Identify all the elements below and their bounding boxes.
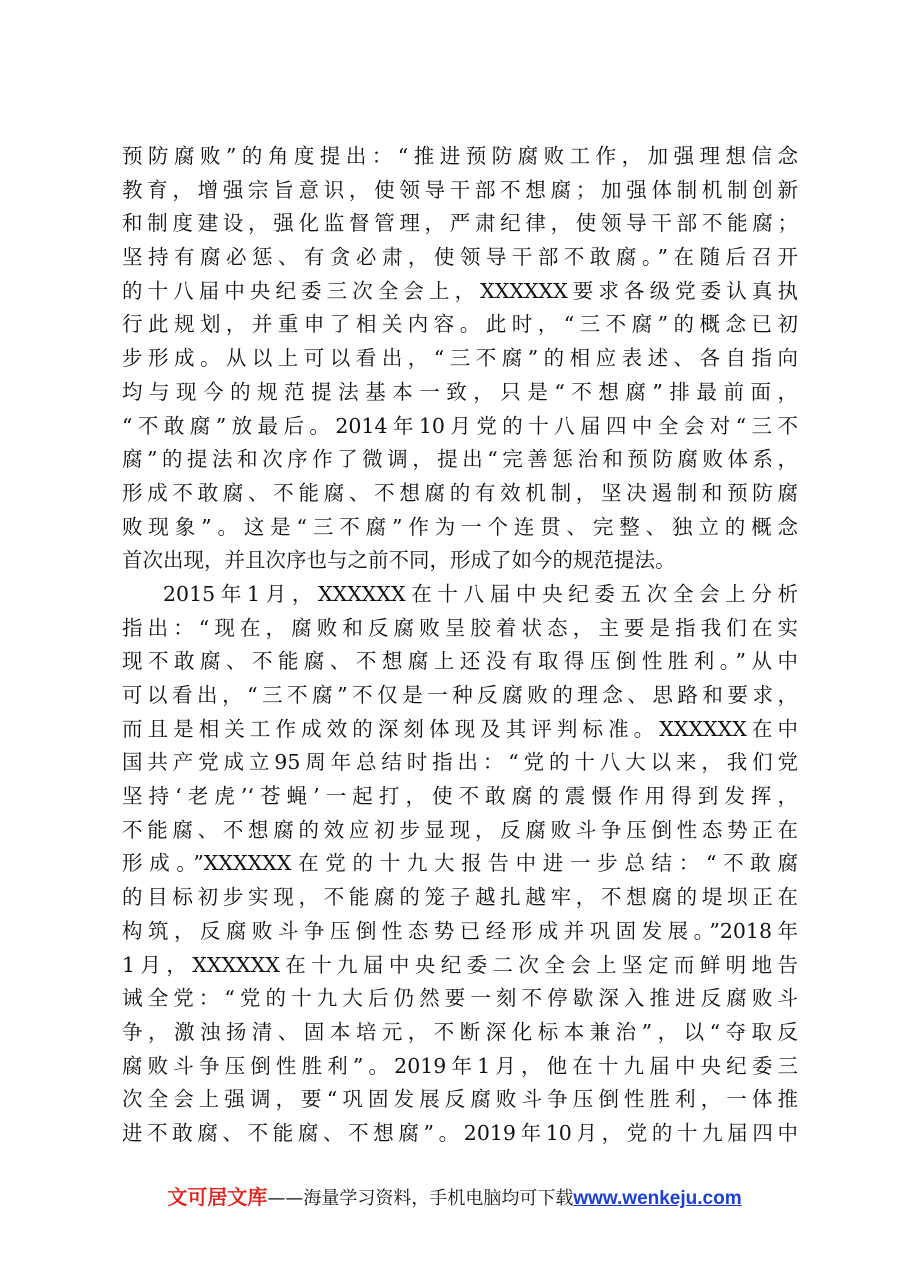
text-line: 构筑，反腐败斗争压倒性态势已经形成并巩固发展。”2018年 — [122, 918, 798, 943]
text-line: 坚持有腐必惩、有贪必肃，使领导干部不敢腐。”在随后召开 — [122, 245, 798, 270]
website-link[interactable]: www.wenkeju.com — [573, 1188, 742, 1209]
text-line: 坚持‘老虎’‘苍蝇’一起打，使不敢腐的震慑作用得到发挥， — [122, 784, 798, 809]
text-line: 腐败斗争压倒性胜利”。2019年1月，他在十九届中央纪委三 — [122, 1053, 798, 1078]
text-line: 均与现今的规范提法基本一致，只是“不想腐”排最前面， — [122, 379, 798, 404]
text-line: 的目标初步实现，不能腐的笼子越扎越牢，不想腐的堤坝正在 — [122, 885, 798, 910]
text-line: 争，激浊扬清、固本培元，不断深化标本兼治”，以“夺取反 — [122, 1019, 798, 1044]
text-line: 1月，XXXXXX在十九届中央纪委二次全会上坚定而鲜明地告 — [122, 952, 798, 977]
body-text — [122, 140, 798, 1151]
text-line: 预防腐败”的角度提出：“推进预防腐败工作，加强理想信念 — [122, 144, 798, 168]
footer-slogan: ——海量学习资料，手机电脑均可下载 — [267, 1188, 574, 1209]
text-line: 进不敢腐、不能腐、不想腐”。2019年10月，党的十九届四中 — [122, 1120, 798, 1145]
text-line: 国共产党成立95周年总结时指出：“党的十八大以来，我们党 — [122, 750, 798, 775]
text-line: 行此规划，并重申了相关内容。此时，“三不腐”的概念已初 — [122, 312, 798, 337]
footer-banner — [0, 1181, 909, 1210]
text-line: 首次出现，并且次序也与之前不同，形成了如今的规范提法。 — [122, 548, 676, 573]
text-line: 可以看出，“三不腐”不仅是一种反腐败的理念、思路和要求， — [122, 683, 798, 707]
text-line: 不能腐、不想腐的效应初步显现，反腐败斗争压倒性态势正在 — [122, 817, 798, 842]
text-line: 形成。”XXXXXX在党的十九大报告中进一步总结：“不敢腐 — [122, 851, 798, 876]
text-line: “不敢腐”放最后。2014年10月党的十八届四中全会对“三不 — [122, 413, 798, 438]
text-line: 和制度建设，强化监督管理，严肃纪律，使领导干部不能腐； — [122, 211, 798, 236]
text-line: 现不敢腐、不能腐、不想腐上还没有取得压倒性胜利。”从中 — [122, 649, 798, 674]
text-line: 而且是相关工作成效的深刻体现及其评判标准。XXXXXX在中 — [122, 716, 798, 741]
text-line: 败现象”。这是“三不腐”作为一个连贯、完整、独立的概念 — [122, 514, 798, 539]
text-line: 形成不敢腐、不能腐、不想腐的有效机制，坚决遏制和预防腐 — [122, 480, 798, 505]
text-line: 次全会上强调，要“巩固发展反腐败斗争压倒性胜利，一体推 — [122, 1087, 798, 1112]
text-line: 诫全党：“党的十九大后仍然要一刻不停歇深入推进反腐败斗 — [122, 986, 798, 1011]
text-line: 2015年1月，XXXXXX在十八届中央纪委五次全会上分析 — [163, 581, 798, 606]
text-line: 教育，增强宗旨意识，使领导干部不想腐；加强体制机制创新 — [122, 177, 798, 202]
text-line: 步形成。从以上可以看出，“三不腐”的相应表述、各自指向 — [122, 346, 798, 371]
brand-name: 文可居文库 — [167, 1185, 268, 1209]
text-line: 的十八届中央纪委三次全会上，XXXXXX要求各级党委认真执 — [122, 278, 798, 303]
text-line: 腐”的提法和次序作了微调，提出“完善惩治和预防腐败体系， — [122, 447, 798, 472]
text-line: 指出：“现在，腐败和反腐败呈胶着状态，主要是指我们在实 — [122, 615, 798, 640]
